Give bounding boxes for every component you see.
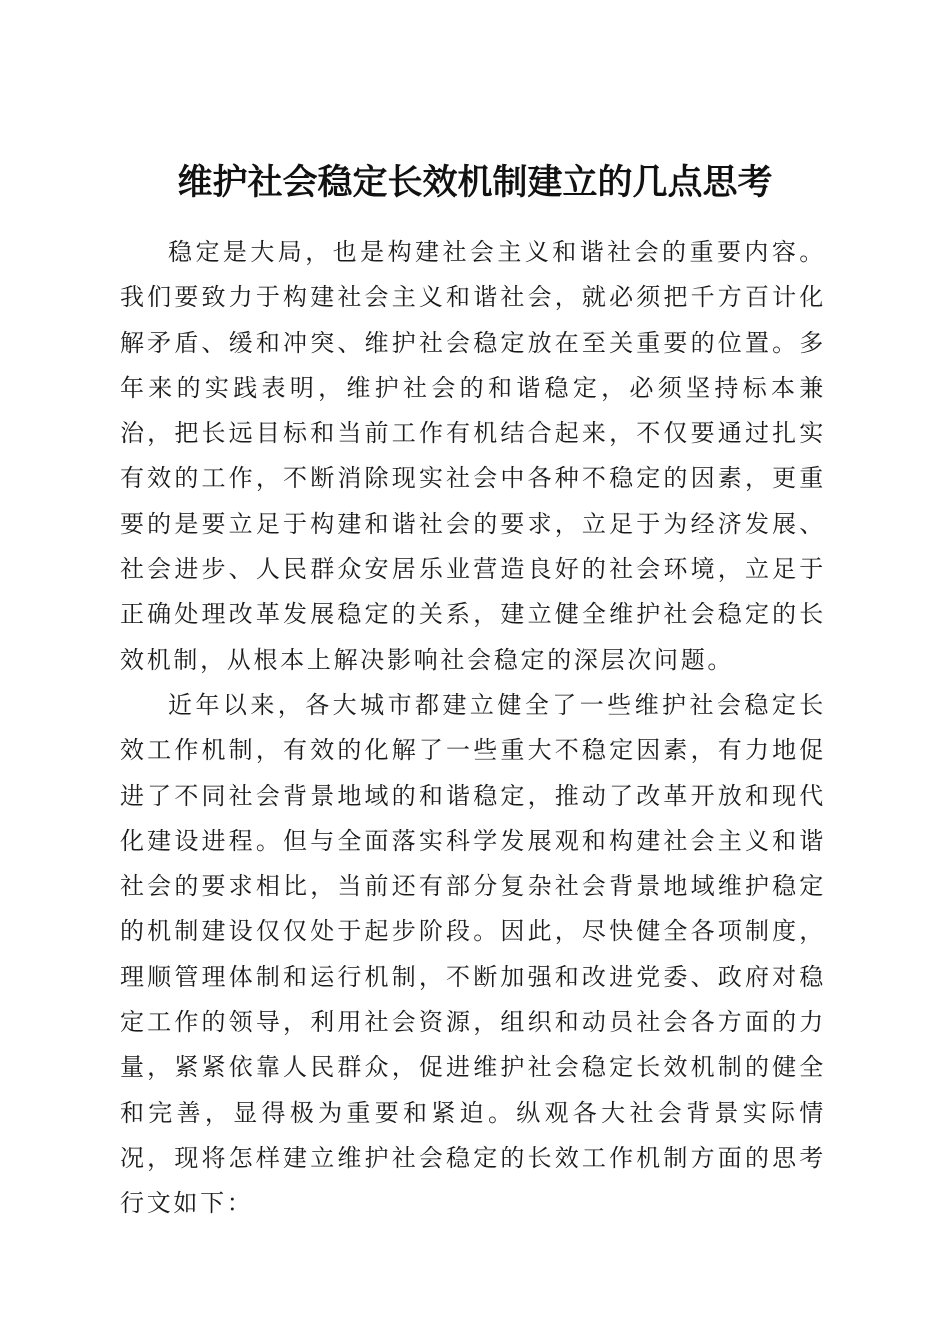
document-title: 维护社会稳定长效机制建立的几点思考 (177, 162, 773, 204)
document-body (120, 230, 826, 1227)
paragraph-2: 近年以来，各大城市都建立健全了一些维护社会稳定长效工作机制，有效的化解了一些重大不稳定因素，有力地促进了不同社会背景地域的和谐稳定，推动了改革开放和现代化建设进程。但与全面落实科学发展观和构建社会主义和谐社会的要求相比，当前还有部分复杂社会背景地域维护稳定的机制建设仅仅处于起步阶段。因此，尽快健全各项制度，理顺管理体制和运行机制，不断加强和改进党委、政府对稳定工作的领导，利用社会资源，组织和动员社会各方面的力量，紧紧依靠人民群众，促进维护社会稳定长效机制的健全和完善，显得极为重要和紧迫。纵观各大社会背景实际情况，现将怎样建立维护社会稳定的长效工作机制方面的思考行文如下： (120, 690, 826, 1218)
paragraph-1: 稳定是大局，也是构建社会主义和谐社会的重要内容。我们要致力于构建社会主义和谐社会，就必须把千方百计化解矛盾、缓和冲突、维护社会稳定放在至关重要的位置。多年来的实践表明，维护社会的和谐稳定，必须坚持标本兼治，把长远目标和当前工作有机结合起来，不仅要通过扎实有效的工作，不断消除现实社会中各种不稳定的因素，更重要的是要立足于构建和谐社会的要求，立足于为经济发展、社会进步、人民群众安居乐业营造良好的社会环境，立足于正确处理改革发展稳定的关系，建立健全维护社会稳定的长效机制，从根本上解决影响社会稳定的深层次问题。 (120, 238, 826, 674)
